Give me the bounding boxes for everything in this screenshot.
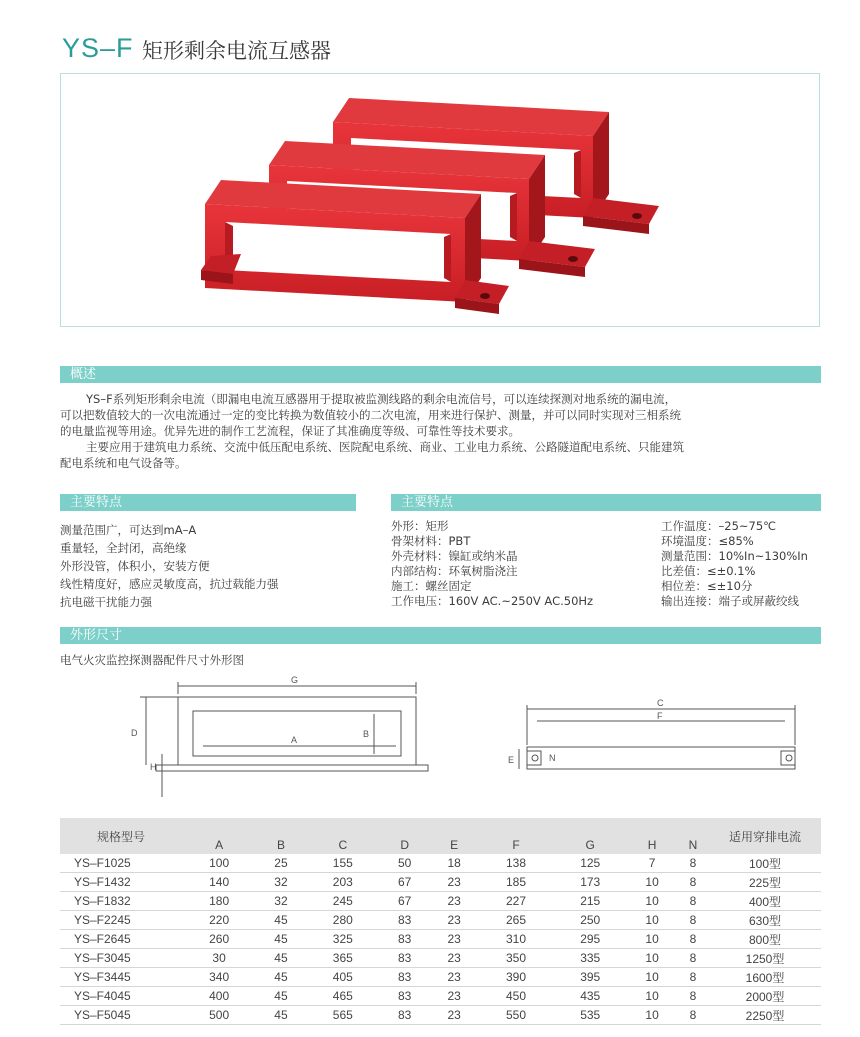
dimension-cell: 405 [306, 968, 380, 987]
table-row [60, 1006, 821, 1025]
features-left-bar [60, 494, 356, 511]
dimension-cell: 23 [429, 949, 478, 968]
dimension-cell: 173 [553, 873, 627, 892]
dimension-cell: 83 [380, 911, 429, 930]
busbar-cell: 100型 [709, 854, 821, 873]
dimensions-heading: 外形尺寸 [70, 628, 123, 643]
overview-line: 可以把数值较大的一次电流通过一定的变比转换为数值较小的二次电流，用来进行保护、测量，并可以同时实现对三相系统 [60, 408, 681, 422]
column-header: C [306, 836, 380, 854]
features-right-col1 [391, 519, 593, 609]
spec-item: 相位差：≤±10分 [661, 579, 753, 593]
busbar-cell: 225型 [709, 873, 821, 892]
features-left-list [60, 521, 279, 611]
busbar-cell: 400型 [709, 892, 821, 911]
dimension-cell: 100 [182, 854, 256, 873]
dimension-cell: 23 [429, 911, 478, 930]
dim-label-d: D [131, 728, 138, 738]
dimension-cell: 45 [256, 911, 305, 930]
dimension-cell: 30 [182, 949, 256, 968]
overview-line: 主要应用于建筑电力系统、交流中低压配电系统、医院配电系统、商业、工业电力系统、公路隧道配电系统、只能建筑 [86, 440, 684, 454]
dimension-cell: 50 [380, 854, 429, 873]
column-header: G [553, 836, 627, 854]
overview-line: 配电系统和电气设备等。 [60, 456, 187, 470]
dimension-cell: 10 [627, 1006, 676, 1025]
model-cell: YS–F5045 [60, 1006, 182, 1025]
model-cell: YS–F3045 [60, 949, 182, 968]
dim-label-e: E [508, 755, 515, 765]
dimension-cell: 335 [553, 949, 627, 968]
column-header: H [627, 836, 676, 854]
dimension-cell: 180 [182, 892, 256, 911]
dimension-cell: 155 [306, 854, 380, 873]
column-header: E [429, 836, 478, 854]
overview-line: 的电量监视等用途。优异先进的制作工艺流程，保证了其准确度等级、可靠性等技术要求。 [60, 424, 520, 438]
dimension-cell: 325 [306, 930, 380, 949]
dimension-cell: 10 [627, 892, 676, 911]
spec-item: 骨架材料：PBT [391, 534, 471, 548]
dimension-cell: 10 [627, 949, 676, 968]
dimension-cell: 45 [256, 930, 305, 949]
dimension-cell: 340 [182, 968, 256, 987]
model-cell: YS–F1025 [60, 854, 182, 873]
dimension-cell: 125 [553, 854, 627, 873]
dimension-cell: 215 [553, 892, 627, 911]
table-row [60, 854, 821, 873]
spec-item: 环境温度：≤85% [661, 534, 754, 548]
dimension-cell: 8 [677, 873, 709, 892]
dimension-cell: 10 [627, 930, 676, 949]
feature-item: 重量轻，全封闭，高绝缘 [60, 541, 187, 555]
busbar-cell: 1250型 [709, 949, 821, 968]
product-name-title: 矩形剩余电流互感器 [142, 39, 331, 63]
dimension-cell: 390 [479, 968, 553, 987]
busbar-cell: 630型 [709, 911, 821, 930]
dim-label-n: N [549, 753, 556, 763]
table-row [60, 949, 821, 968]
dimension-cell: 8 [677, 949, 709, 968]
dimension-cell: 435 [553, 987, 627, 1006]
dimension-cell: 220 [182, 911, 256, 930]
dimension-cell: 8 [677, 892, 709, 911]
column-header: D [380, 836, 429, 854]
dimension-cell: 465 [306, 987, 380, 1006]
dimension-cell: 185 [479, 873, 553, 892]
dim-label-b: B [363, 729, 370, 739]
table-header-row [60, 818, 821, 836]
busbar-cell: 1600型 [709, 968, 821, 987]
dimension-cell: 8 [677, 854, 709, 873]
dim-label-g: G [291, 675, 299, 685]
overview-paragraph-2 [60, 439, 830, 471]
dimensions-section-bar [60, 627, 821, 644]
column-header: F [479, 836, 553, 854]
dimension-cell: 138 [479, 854, 553, 873]
table-row [60, 873, 821, 892]
model-header: 规格型号 [60, 818, 182, 854]
dimension-cell: 565 [306, 1006, 380, 1025]
features-right-col2 [661, 519, 808, 609]
feature-item: 线性精度好，感应灵敏度高，抗过载能力强 [60, 577, 279, 591]
dimension-cell: 23 [429, 930, 478, 949]
busbar-cell: 800型 [709, 930, 821, 949]
dimension-cell: 550 [479, 1006, 553, 1025]
dimension-cell: 7 [627, 854, 676, 873]
side-view-drawing [505, 697, 810, 782]
transformer-front [201, 180, 509, 314]
spec-item: 施工：螺丝固定 [391, 579, 472, 593]
overview-line: YS–F系列矩形剩余电流（即漏电电流互感器用于提取被监测线路的剩余电流信号，可以连续探测对地系统的漏电流， [86, 392, 677, 406]
feature-item: 测量范围广，可达到mA–A [60, 523, 197, 537]
dimension-cell: 23 [429, 987, 478, 1006]
dimension-cell: 45 [256, 1006, 305, 1025]
table-row [60, 892, 821, 911]
model-cell: YS–F1832 [60, 892, 182, 911]
dimension-cell: 260 [182, 930, 256, 949]
feature-item: 抗电磁干扰能力强 [60, 595, 152, 609]
dimension-cell: 395 [553, 968, 627, 987]
dimension-cell: 83 [380, 930, 429, 949]
dimension-cell: 45 [256, 949, 305, 968]
overview-paragraph-1 [60, 391, 830, 439]
spec-item: 输出连接：端子或屏蔽绞线 [661, 594, 799, 608]
dimension-cell: 67 [380, 873, 429, 892]
dimension-cell: 83 [380, 1006, 429, 1025]
spec-item: 外壳材料：镍缸或纳米晶 [391, 549, 518, 563]
spec-item: 工作电压：160V AC.~250V AC.50Hz [391, 594, 594, 608]
model-cell: YS–F1432 [60, 873, 182, 892]
features-right-heading: 主要特点 [401, 495, 454, 510]
busbar-cell: 2000型 [709, 987, 821, 1006]
specification-table [60, 818, 821, 1025]
dimension-cell: 245 [306, 892, 380, 911]
table-row [60, 930, 821, 949]
dimension-cell: 23 [429, 873, 478, 892]
table-row [60, 911, 821, 930]
dimension-cell: 18 [429, 854, 478, 873]
product-photo [61, 74, 819, 326]
model-cell: YS–F2245 [60, 911, 182, 930]
dimension-cell: 10 [627, 968, 676, 987]
spec-item: 外形：矩形 [391, 519, 449, 533]
overview-heading: 概述 [70, 367, 97, 382]
overview-section-bar [60, 366, 821, 383]
dimension-cell: 450 [479, 987, 553, 1006]
dimension-cell: 265 [479, 911, 553, 930]
dim-label-h: H [150, 762, 157, 772]
feature-item: 外形没管，体积小，安装方便 [60, 559, 210, 573]
column-header: B [256, 836, 305, 854]
model-cell: YS–F3445 [60, 968, 182, 987]
dimension-cell: 83 [380, 968, 429, 987]
dimension-cell: 67 [380, 892, 429, 911]
spec-item: 工作温度：–25~75℃ [661, 519, 777, 533]
dimension-cell: 83 [380, 949, 429, 968]
dim-label-c: C [657, 698, 664, 708]
dimension-cell: 350 [479, 949, 553, 968]
dimension-cell: 83 [380, 987, 429, 1006]
dimension-cell: 10 [627, 911, 676, 930]
dimension-cell: 32 [256, 873, 305, 892]
features-left-heading: 主要特点 [70, 495, 123, 510]
dimension-cell: 310 [479, 930, 553, 949]
dimension-cell: 8 [677, 1006, 709, 1025]
dimension-cell: 10 [627, 873, 676, 892]
dimension-cell: 45 [256, 968, 305, 987]
dim-label-a: A [291, 735, 298, 745]
dimension-cell: 400 [182, 987, 256, 1006]
dimensions-caption: 电气火灾监控探测器配件尺寸外形图 [60, 653, 244, 667]
product-code-title: YS–F [62, 33, 134, 63]
dimension-cell: 203 [306, 873, 380, 892]
dimension-cell: 8 [677, 968, 709, 987]
spec-item: 比差值：≤±0.1% [661, 564, 756, 578]
dimension-cell: 10 [627, 987, 676, 1006]
table-row [60, 968, 821, 987]
dimension-cell: 500 [182, 1006, 256, 1025]
dimension-cell: 23 [429, 892, 478, 911]
dimension-cell: 32 [256, 892, 305, 911]
features-right-bar [391, 494, 821, 511]
table-body [60, 854, 821, 1025]
column-header: N [677, 836, 709, 854]
column-header: A [182, 836, 256, 854]
table-row [60, 987, 821, 1006]
dimension-cell: 8 [677, 987, 709, 1006]
header-spacer [182, 818, 709, 836]
dim-label-f: F [657, 711, 663, 721]
dimension-cell: 280 [306, 911, 380, 930]
model-cell: YS–F2645 [60, 930, 182, 949]
model-cell: YS–F4045 [60, 987, 182, 1006]
dimension-cell: 140 [182, 873, 256, 892]
front-view-drawing [128, 672, 438, 802]
busbar-header: 适用穿排电流 [709, 818, 821, 854]
dimension-cell: 23 [429, 1006, 478, 1025]
spec-item: 测量范围：10%In~130%In [661, 549, 808, 563]
busbar-cell: 2250型 [709, 1006, 821, 1025]
dimension-cell: 45 [256, 987, 305, 1006]
product-photo-frame [60, 73, 820, 327]
dimension-cell: 535 [553, 1006, 627, 1025]
dimension-cell: 25 [256, 854, 305, 873]
dimension-cell: 365 [306, 949, 380, 968]
dimension-cell: 8 [677, 911, 709, 930]
spec-item: 内部结构：环氧树脂浇注 [391, 564, 518, 578]
dimension-cell: 8 [677, 930, 709, 949]
dimension-cell: 227 [479, 892, 553, 911]
dimension-cell: 250 [553, 911, 627, 930]
dimension-cell: 23 [429, 968, 478, 987]
dimension-cell: 295 [553, 930, 627, 949]
